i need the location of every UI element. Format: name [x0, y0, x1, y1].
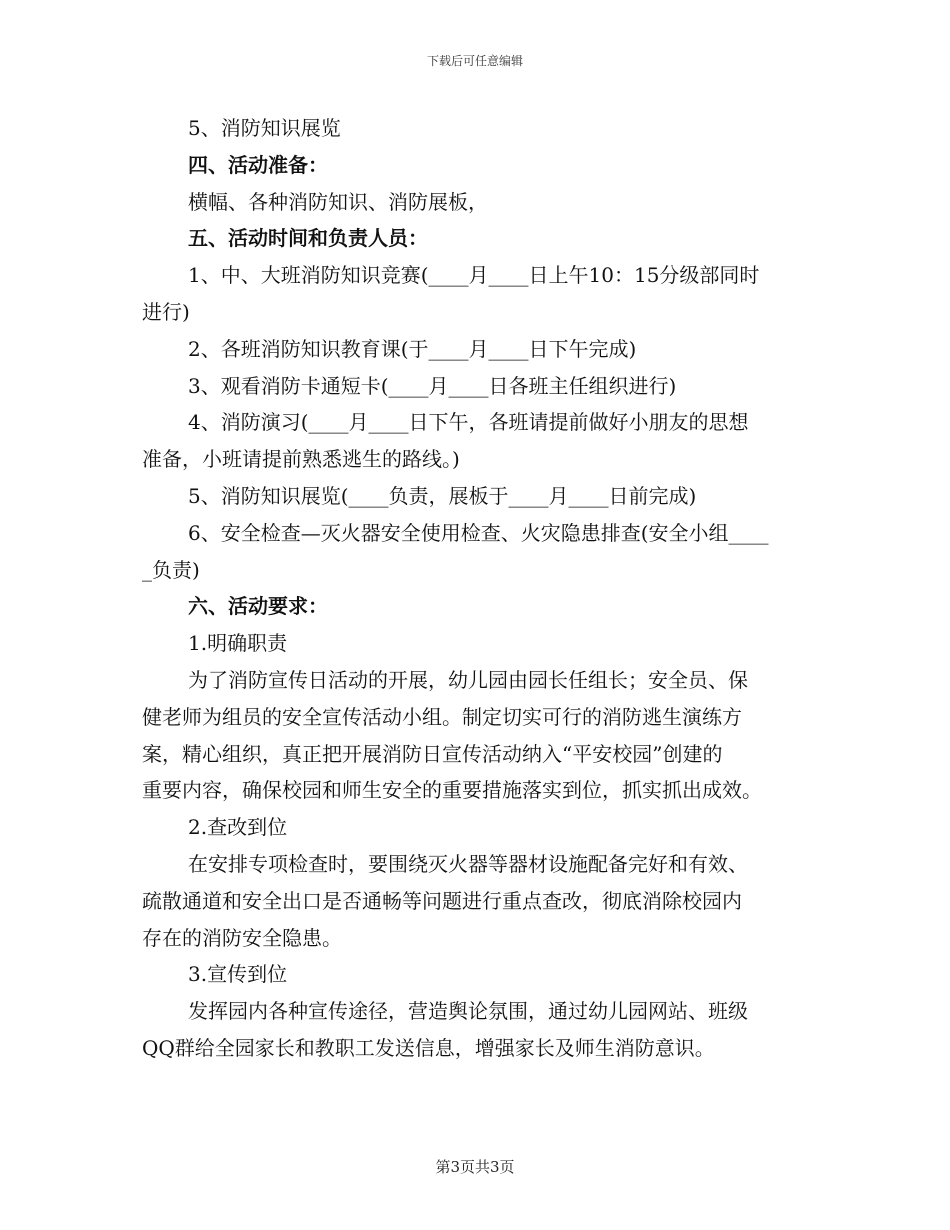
text-line: 5、消防知识展览(____负责，展板于____月____日前完成)	[188, 483, 697, 508]
text-line: 1、中、大班消防知识竞赛(____月____日上午10：15分级部同时	[188, 263, 760, 288]
text-line: 在安排专项检查时，要围绕灭火器等器材设施配备完好和有效、	[188, 851, 748, 876]
section-heading: 四、活动准备：	[188, 152, 328, 177]
page-header: 下载后可任意编辑	[426, 54, 523, 68]
text-line: 进行)	[142, 299, 190, 324]
text-line: 2、各班消防知识教育课(于____月____日下午完成)	[188, 336, 637, 361]
text-line: 疏散通道和安全出口是否通畅等问题进行重点查改，彻底消除校园内	[142, 888, 742, 913]
text-line: 3、观看消防卡通短卡(____月____日各班主任组织进行)	[188, 373, 677, 398]
text-line: 为了消防宣传日活动的开展，幼儿园由园长任组长；安全员、保	[188, 667, 748, 692]
page-footer: 第3页共3页	[435, 1158, 515, 1176]
text-line: 案，精心组织，真正把开展消防日宣传活动纳入“平安校园”创建的	[142, 741, 723, 766]
text-line: 重要内容，确保校园和师生安全的重要措施落实到位，抓实抓出成效。	[142, 778, 762, 803]
text-line: 准备，小班请提前熟悉逃生的路线。)	[142, 447, 460, 472]
text-line: QQ群给全园家长和教职工发送信息，增强家长及师生消防意识。	[142, 1035, 715, 1060]
document-body	[142, 110, 807, 1067]
text-line: 横幅、各种消防知识、消防展板，	[188, 189, 488, 214]
text-line: 6、安全检查—灭火器安全使用检查、火灾隐患排查(安全小组____	[188, 520, 769, 545]
subheading: 1.明确职责	[188, 631, 288, 656]
subheading: 3.宣传到位	[188, 962, 288, 987]
section-heading: 五、活动时间和负责人员：	[188, 226, 428, 251]
text-line: _负责)	[142, 557, 200, 582]
text-line: 发挥园内各种宣传途径，营造舆论氛围，通过幼儿园网站、班级	[188, 999, 748, 1024]
section-heading: 六、活动要求：	[188, 594, 328, 619]
subheading: 2.查改到位	[188, 815, 288, 840]
text-line: 4、消防演习(____月____日下午，各班请提前做好小朋友的思想	[188, 410, 749, 435]
text-line: 存在的消防安全隐患。	[142, 925, 342, 950]
text-line: 健老师为组员的安全宣传活动小组。制定切实可行的消防逃生演练方	[142, 704, 742, 729]
text-line: 5、消防知识展览	[188, 116, 341, 140]
